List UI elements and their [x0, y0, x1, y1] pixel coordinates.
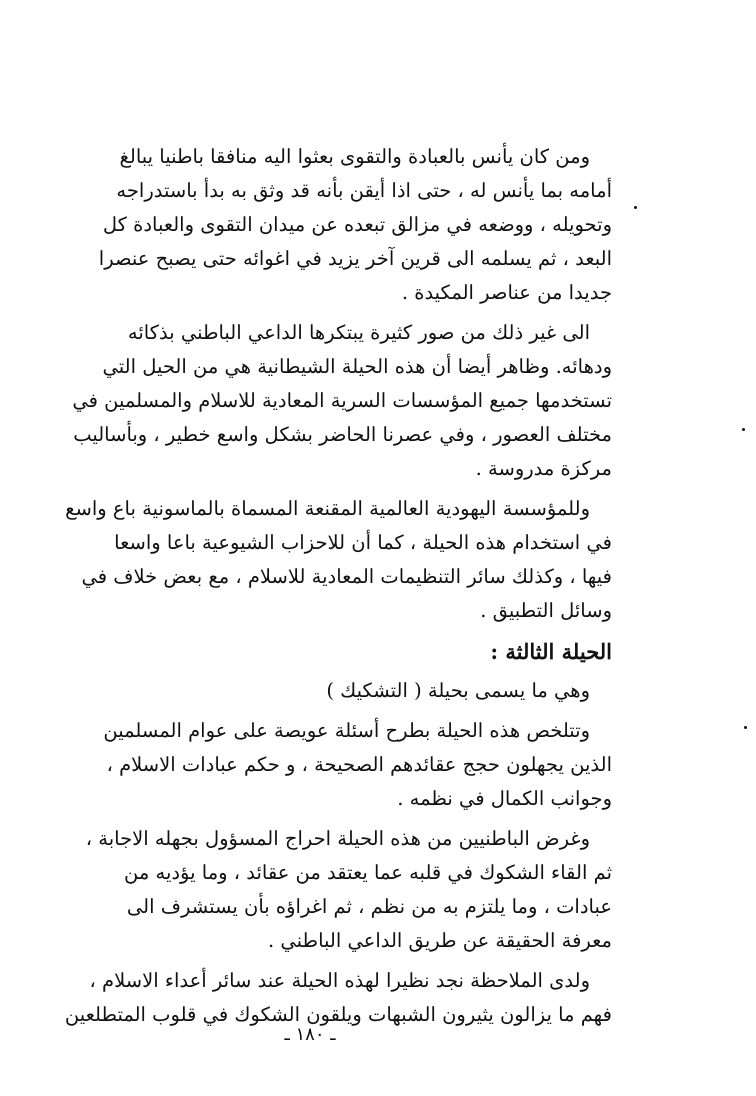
book-page	[52, 140, 612, 1040]
main-text	[52, 140, 612, 1032]
text-line: وللمؤسسة اليهودية العالمية المقنعة المسماة بالماسونية باع واسع	[65, 497, 590, 520]
text-line: مركزة مدروسة .	[475, 457, 612, 480]
paragraph-2	[52, 316, 612, 486]
text-line: تستخدمها جميع المؤسسات السرية المعادية للاسلام والمسلمين في	[72, 389, 612, 412]
paragraph-3	[52, 492, 612, 628]
paragraph-5	[52, 714, 612, 816]
scan-speck	[742, 428, 745, 431]
text-line: وتحويله ، ووضعه في مزالق تبعده عن ميدان التقوى والعبادة كل	[102, 213, 612, 236]
text-line: فيها ، وكذلك سائر التنظيمات المعادية للاسلام ، مع بعض خلاف في	[81, 565, 612, 588]
text-line: جديدا من عناصر المكيدة .	[401, 281, 612, 304]
paragraph-1	[52, 140, 612, 310]
text-line: وغرض الباطنيين من هذه الحيلة احراج المسؤول بجهله الاجابة ،	[85, 827, 590, 850]
text-line: وجوانب الكمال في نظمه .	[397, 787, 612, 810]
scan-speck	[744, 726, 747, 729]
text-line: معرفة الحقيقة عن طريق الداعي الباطني .	[268, 929, 612, 952]
text-line: وسائل التطبيق .	[480, 599, 612, 622]
section-heading: الحيلة الثالثة :	[490, 639, 612, 664]
page-number: ـ ١٨٠ ـ	[284, 1024, 336, 1045]
paragraph-7	[52, 964, 612, 1032]
text-line: وهي ما يسمى بحيلة ( التشكيك )	[326, 679, 590, 702]
text-line: ثم القاء الشكوك في قلبه عما يعتقد من عقائد ، وما يؤديه من	[124, 861, 612, 884]
text-line: ومن كان يأنس بالعبادة والتقوى بعثوا اليه منافقا باطنيا يبالغ	[119, 145, 590, 168]
text-line: ولدى الملاحظة نجد نظيرا لهذه الحيلة عند سائر أعداء الاسلام ،	[89, 969, 590, 992]
text-line: أمامه بما يأنس له ، حتى اذا أيقن بأنه قد وثق به بدأ باستدراجه	[116, 179, 612, 202]
text-line: في استخدام هذه الحيلة ، كما أن للاحزاب الشيوعية باعا واسعا	[114, 531, 612, 554]
paragraph-4	[52, 674, 612, 708]
text-line: البعد ، ثم يسلمه الى قرين آخر يزيد في اغوائه حتى يصبح عنصرا	[98, 247, 612, 270]
paragraph-6	[52, 822, 612, 958]
text-line: الذين يجهلون حجج عقائدهم الصحيحة ، و حكم عبادات الاسلام ،	[106, 753, 612, 776]
text-line: وتتلخص هذه الحيلة بطرح أسئلة عويصة على عوام المسلمين	[103, 719, 590, 742]
text-line: عبادات ، وما يلتزم به من نظم ، ثم اغراؤه بأن يستشرف الى	[126, 895, 612, 918]
text-line: الى غير ذلك من صور كثيرة يبتكرها الداعي الباطني بذكائه	[127, 321, 590, 344]
text-line: مختلف العصور ، وفي عصرنا الحاضر بشكل واسع خطير ، وبأساليب	[73, 423, 612, 446]
text-line: فهم ما يزالون يثيرون الشبهات ويلقون الشكوك في قلوب المتطلعين	[64, 1003, 612, 1026]
text-line: ودهائه. وظاهر أيضا أن هذه الحيلة الشيطانية هي من الحيل التي	[102, 355, 612, 378]
scan-speck	[634, 206, 637, 209]
